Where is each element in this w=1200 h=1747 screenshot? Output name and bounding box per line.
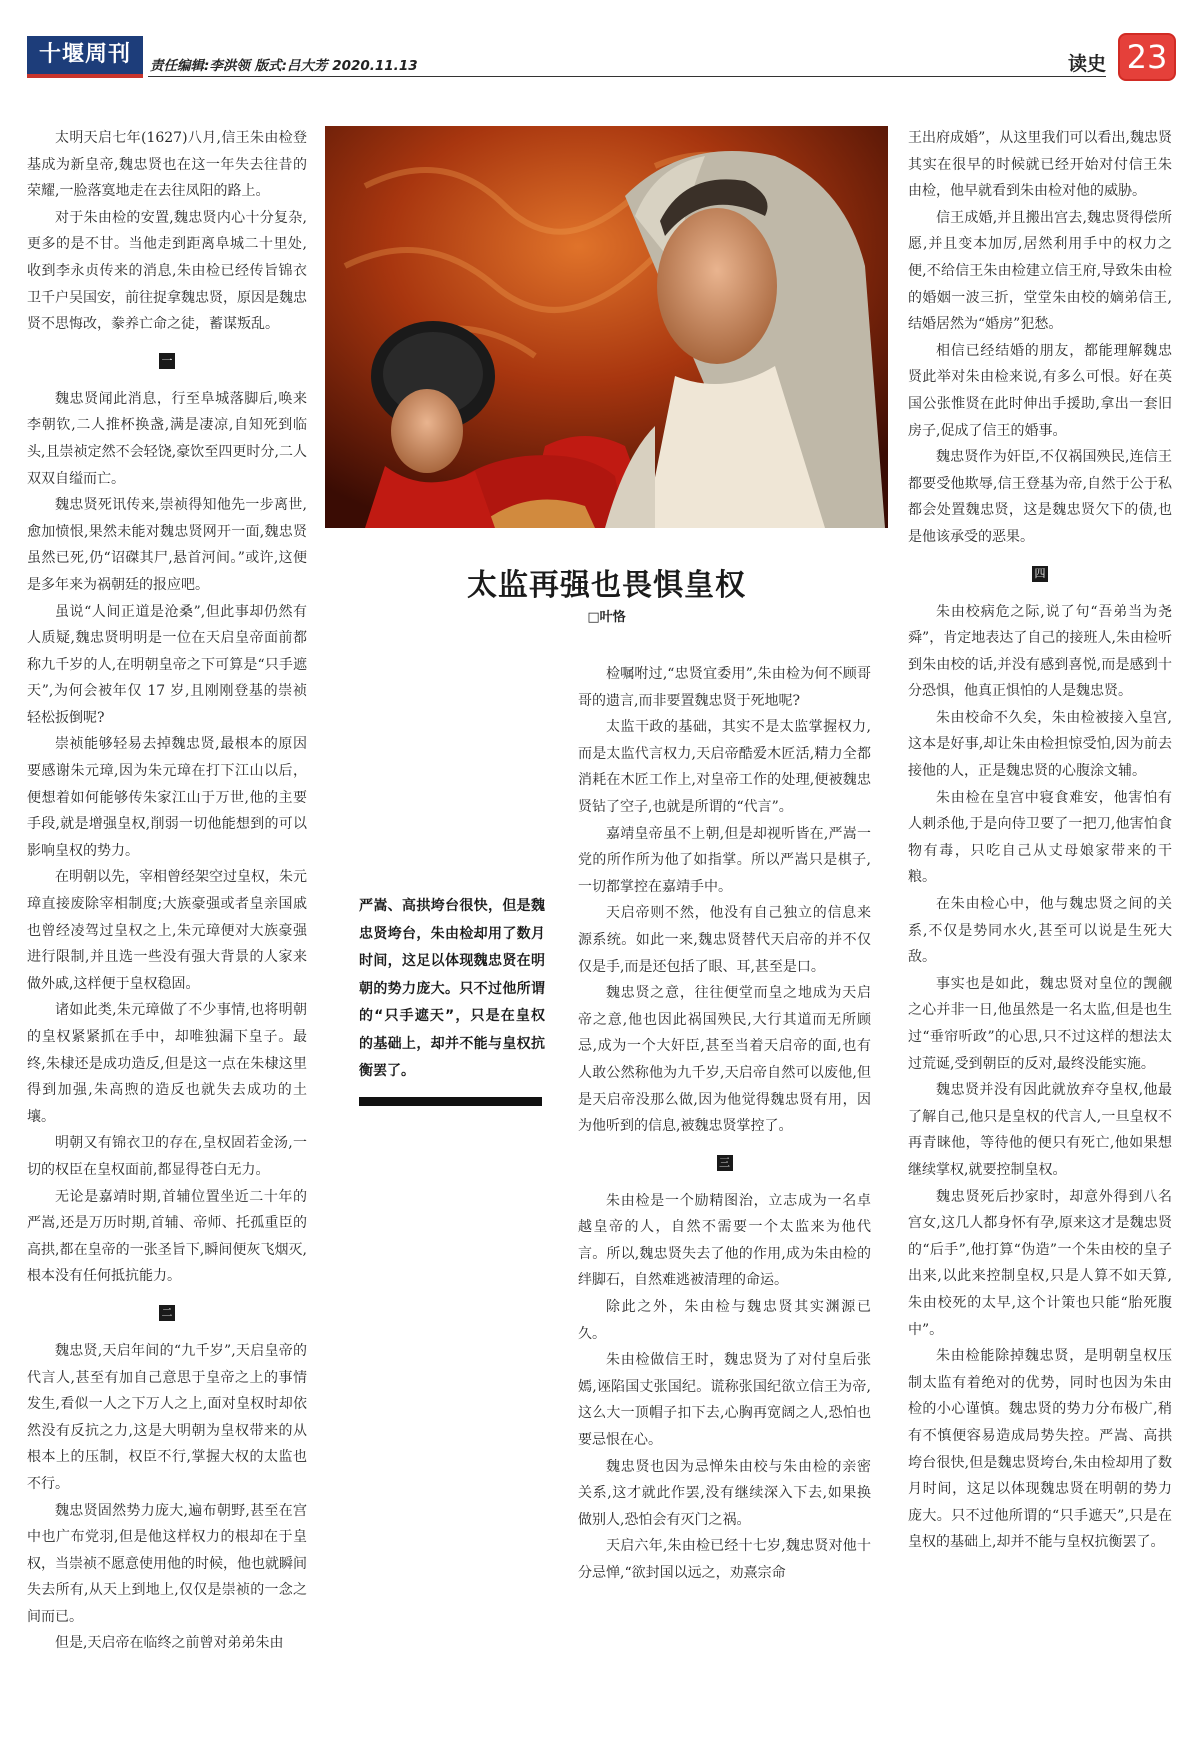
paragraph: 在朱由检心中，他与魏忠贤之间的关系,不仅是势同水火,甚至可以说是生死大敌。 <box>908 896 1172 966</box>
section-title: 读史 <box>1068 53 1107 75</box>
paragraph: 朱由检在皇宫中寝食难安，他害怕有人刺杀他,于是向侍卫要了一把刀,他害怕食物有毒，只吃自己从丈母娘家带来的干粮。 <box>908 789 1172 886</box>
masthead-logo: 十堰周刊 <box>27 36 143 74</box>
paragraph: 检嘱咐过,“忠贤宜委用”,朱由检为何不顾哥哥的遗言,而非要置魏忠贤于死地呢? <box>578 666 871 709</box>
header-meta: 责任编辑:李洪领 版式:吕大芳 2020.11.13 <box>150 58 418 74</box>
paragraph: 天启六年,朱由检已经十七岁,魏忠贤对他十分忌惮,“欲封国以远之，劝熹宗命 <box>578 1538 871 1581</box>
masthead-underline <box>27 74 143 78</box>
paragraph: 魏忠贤固然势力庞大,遍布朝野,甚至在宫中也广布党羽,但是他这样权力的根却在于皇权，当崇祯不愿意使用他的时候，他也就瞬间失去所有,从天上到地上,仅仅是崇祯的一念之间而已。 <box>27 1502 307 1625</box>
paragraph: 朱由校命不久矣，朱由检被接入皇宫,这本是好事,却让朱由检担惊受怕,因为前去接他的人，正是魏忠贤的心腹涂文辅。 <box>908 709 1172 780</box>
paragraph: 魏忠贤也因为忌惮朱由校与朱由检的亲密关系,这才就此作罢,没有继续深入下去,如果换做别人,恐怕会有灭门之祸。 <box>578 1458 871 1528</box>
paragraph: 太明天启七年(1627)八月,信王朱由检登基成为新皇帝,魏忠贤也在这一年失去往昔的荣耀,一脸落寞地走在去往凤阳的路上。 <box>27 130 307 200</box>
paragraph: 诸如此类,朱元璋做了不少事情,也将明朝的皇权紧紧抓在手中，却唯独漏下皇子。最终,朱棣还是成功造反,但是这一点在朱棣这里得到加强,朱高煦的造反也就失去成功的土壤。 <box>27 1002 307 1125</box>
paragraph: 事实也是如此，魏忠贤对皇位的觊觎之心并非一日,他虽然是一名太监,但是也生过“垂帘听政”的心思,只不过这样的想法太过荒诞,受到朝臣的反对,最终没能实施。 <box>908 975 1172 1072</box>
paragraph: 崇祯能够轻易去掉魏忠贤,最根本的原因要感谢朱元璋,因为朱元璋在打下江山以后，便想着如何能够传朱家江山于万世,他的主要手段,就是增强皇权,削弱一切他能想到的可以影响皇权的势力。 <box>27 736 307 859</box>
paragraph: 相信已经结婚的朋友，都能理解魏忠贤此举对朱由检来说,有多么可恨。好在英国公张惟贤在此时伸出手援助,拿出一套旧房子,促成了信王的婚事。 <box>908 342 1172 439</box>
paragraph: 朱由检做信王时，魏忠贤为了对付皇后张嫣,诬陷国丈张国纪。谎称张国纪欲立信王为帝,这么大一顶帽子扣下去,心胸再宽阔之人,恐怕也要忌恨在心。 <box>578 1352 871 1449</box>
paragraph: 信王成婚,并且搬出宫去,魏忠贤得偿所愿,并且变本加厉,居然利用手中的权力之便,不给信王朱由检建立信王府,导致朱由检的婚姻一波三折，堂堂朱由校的嫡弟信王,结婚居然为“婚房”犯愁。 <box>908 209 1172 333</box>
paragraph: 虽说“人间正道是沧桑”,但此事却仍然有人质疑,魏忠贤明明是一位在天启皇帝面前都称九千岁的人,在明朝皇帝之下可算是“只手遮天”,为何会被年仅 17 岁,且刚刚登基的崇祯轻松扳倒呢? <box>27 603 307 726</box>
page-number: 23 <box>1118 33 1176 81</box>
paragraph: 朱由校病危之际,说了句“吾弟当为尧舜”，肯定地表达了自己的接班人,朱由检听到朱由校的话,并没有感到喜悦,而是感到十分恐惧，他真正惧怕的人是魏忠贤。 <box>908 603 1172 700</box>
paragraph: 太监干政的基础，其实不是太监掌握权力,而是太监代言权力,天启帝酷爱木匠活,精力全都消耗在木匠工作上,对皇帝工作的处理,便被魏忠贤钻了空子,也就是所谓的“代言”。 <box>578 719 871 815</box>
paragraph: 魏忠贤并没有因此就放弃夺皇权,他最了解自己,他只是皇权的代言人,一旦皇权不再青睐他，等待他的便只有死亡,他如果想继续掌权,就要控制皇权。 <box>908 1082 1172 1178</box>
column-4 <box>908 125 1172 1556</box>
article-photo <box>325 126 888 528</box>
pull-quote-bar <box>359 1097 542 1106</box>
section-mark-3: 三 <box>717 1155 733 1171</box>
section-mark-4: 四 <box>1032 566 1048 582</box>
column-1 <box>27 125 307 1657</box>
section-mark-2: 二 <box>159 1305 175 1321</box>
paragraph: 明朝又有锦衣卫的存在,皇权固若金汤,一切的权臣在皇权面前,都显得苍白无力。 <box>27 1135 307 1178</box>
paragraph: 魏忠贤死讯传来,崇祯得知他先一步离世,愈加愤恨,果然未能对魏忠贤网开一面,魏忠贤虽然已死,仍“诏磔其尸,悬首河间。”或许,这便是多年来为祸朝廷的报应吧。 <box>27 497 307 593</box>
paragraph: 在明朝以先，宰相曾经架空过皇权，朱元璋直接废除宰相制度;大族豪强或者皇亲国戚也曾经凌驾过皇权之上,朱元璋便对大族豪强进行限制,并且选一些没有强大背景的人家来做外戚,这样便于皇权稳固。 <box>27 869 307 992</box>
paragraph: 魏忠贤死后抄家时，却意外得到八名宫女,这几人都身怀有孕,原来这才是魏忠贤的“后手”,他打算“伪造”一个朱由校的皇子出来,以此来控制皇权,只是人算不如天算,朱由校死的太早,这个计策也只能“胎死腹中”。 <box>908 1188 1172 1338</box>
paragraph: 魏忠贤作为奸臣,不仅祸国殃民,连信王都要受他欺辱,信王登基为帝,自然于公于私都会处置魏忠贤，这是魏忠贤欠下的债,也是他该承受的恶果。 <box>908 449 1172 545</box>
paragraph: 嘉靖皇帝虽不上朝,但是却视听皆在,严嵩一党的所作所为他了如指掌。所以严嵩只是棋子,一切都掌控在嘉靖手中。 <box>578 825 871 895</box>
paragraph: 但是,天启帝在临终之前曾对弟弟朱由 <box>55 1635 284 1652</box>
paragraph: 朱由检能除掉魏忠贤，是明朝皇权压制太监有着绝对的优势，同时也因为朱由检的小心谨慎。魏忠贤的势力分布极广,稍有不慎便容易造成局势失控。严嵩、高拱垮台很快,但是魏忠贤垮台,朱由检却用了数月时间，这足以体现魏忠贤在明朝的势力庞大。只不过他所谓的“只手遮天”,只是在皇权的基础上,却并不能与皇权抗衡罢了。 <box>908 1348 1172 1551</box>
paragraph: 王出府成婚”，从这里我们可以看出,魏忠贤其实在很早的时候就已经开始对付信王朱由检，他早就看到朱由检对他的威胁。 <box>908 130 1172 200</box>
paragraph: 魏忠贤闻此消息，行至阜城落脚后,唤来李朝钦,二人推杯换盏,满是凄凉,自知死到临头,且崇祯定然不会轻饶,豪饮至四更时分,二人双双自缢而亡。 <box>27 390 307 487</box>
pull-quote: 严嵩、高拱垮台很快，但是魏忠贤垮台，朱由检却用了数月时间，这足以体现魏忠贤在明朝的势力庞大。只不过他所谓的“只手遮天”，只是在皇权的基础上，却并不能与皇权抗衡罢了。 <box>359 898 545 1079</box>
paragraph: 天启帝则不然，他没有自己独立的信息来源系统。如此一来,魏忠贤替代天启帝的并不仅仅是手,而是还包括了眼、耳,甚至是口。 <box>578 905 871 975</box>
paragraph: 魏忠贤之意，往往便堂而皇之地成为天启帝之意,他也因此祸国殃民,大行其道而无所顾忌,成为一个大奸臣,甚至当着天启帝的面,也有人敢公然称他为九千岁,天启帝自然可以废他,但是天启帝没那么做,因为他觉得魏忠贤有用，因为他听到的信息,被魏忠贤掌控了。 <box>578 985 871 1135</box>
paragraph: 无论是嘉靖时期,首辅位置坐近二十年的严嵩,还是万历时期,首辅、帝师、托孤重臣的高拱,都在皇帝的一张圣旨下,瞬间便灰飞烟灭,根本没有任何抵抗能力。 <box>27 1188 307 1285</box>
paragraph: 对于朱由检的安置,魏忠贤内心十分复杂,更多的是不甘。当他走到距离阜城二十里处,收到李永贞传来的消息,朱由检已经传旨锦衣卫千户吴国安，前往捉拿魏忠贤，原因是魏忠贤不思悔改，豢养亡命之徒，蓄谋叛乱。 <box>27 209 307 333</box>
header-rule <box>148 76 1106 77</box>
paragraph: 朱由检是一个励精图治，立志成为一名卓越皇帝的人，自然不需要一个太监来为他代言。所以,魏忠贤失去了他的作用,成为朱由检的绊脚石，自然难逃被清理的命运。 <box>578 1192 871 1289</box>
column-3 <box>578 661 871 1587</box>
paragraph: 除此之外，朱由检与魏忠贤其实渊源已久。 <box>578 1299 871 1342</box>
article-byline: □叶恪 <box>587 610 626 625</box>
article-title: 太监再强也畏惧皇权 <box>467 568 746 603</box>
section-mark-1: 一 <box>159 353 175 369</box>
paragraph: 魏忠贤,天启年间的“九千岁”,天启皇帝的代言人,甚至有加自己意思于皇帝之上的事情发生,看似一人之下万人之上,面对皇权时却依然没有反抗之力,这是大明朝为皇权带来的从根本上的压制，权臣不行,掌握大权的太监也不行。 <box>27 1342 307 1492</box>
film-still-illustration <box>325 126 888 528</box>
